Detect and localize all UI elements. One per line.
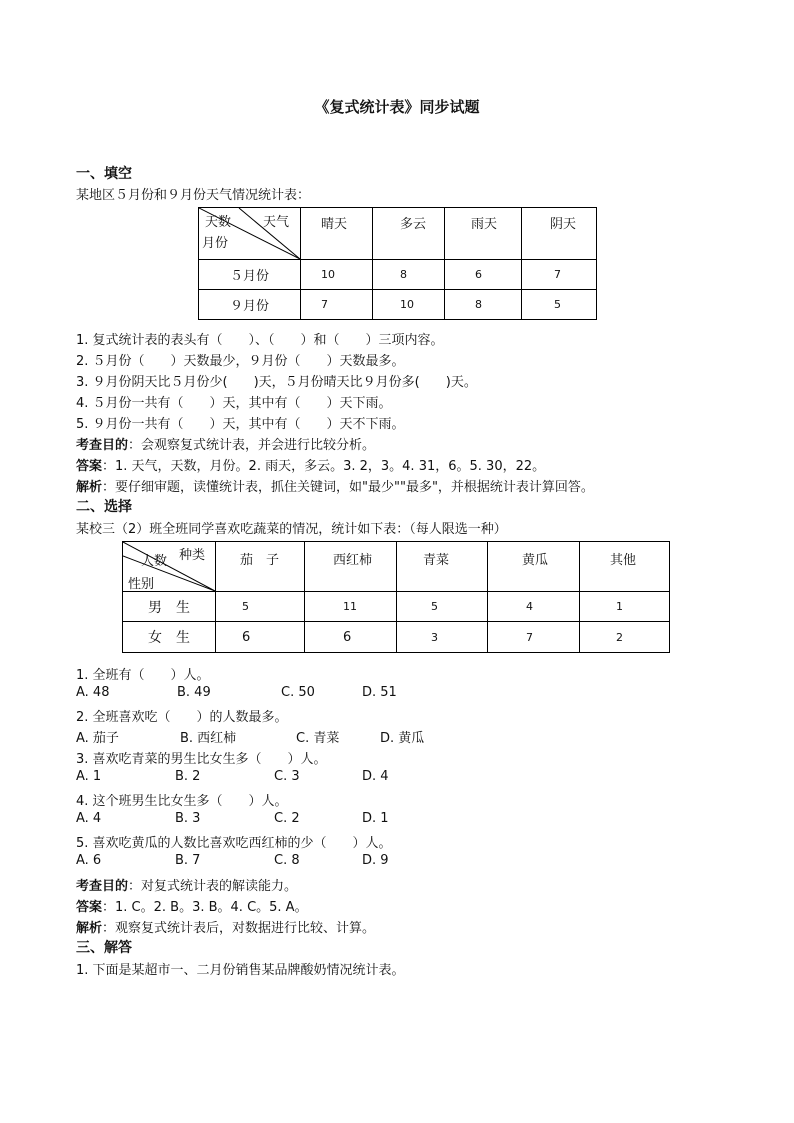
option-a: A. 茄子 (76, 731, 119, 746)
choice-options (76, 853, 389, 868)
choice-question: 5. 喜欢吃黄瓜的人数比喜欢吃西红柿的少（ ）人。 (76, 836, 392, 851)
table-row: 女 生 6 6 3 7 2 (123, 622, 670, 653)
vegetable-col-header: 西红柿 (305, 542, 397, 592)
option-c: C. 3 (274, 769, 300, 784)
option-c: C. 青菜 (296, 731, 340, 746)
option-d: D. 4 (362, 769, 389, 784)
option-c: C. 2 (274, 811, 300, 826)
table-row: ９月份 7 10 8 5 (199, 290, 597, 320)
page-title: 《复式统计表》同步试题 (314, 98, 480, 116)
vegetable-col-header: 其他 (580, 542, 670, 592)
section2-intro: 某校三（2）班全班同学喜欢吃蔬菜的情况，统计如下表：（每人限选一种） (76, 522, 507, 537)
option-b: B. 2 (175, 769, 201, 784)
section1-analysis: 解析：要仔细审题，读懂统计表，抓住关键词，如"最少""最多"，并根据统计表计算回答。 (76, 480, 594, 495)
weather-col-header: 雨天 (445, 208, 522, 260)
vegetable-table (122, 541, 670, 653)
option-a: A. 48 (76, 685, 110, 700)
corner-label-weather: 天气 (263, 215, 290, 230)
fill-question: 2. ５月份（ ）天数最少，９月份（ ）天数最多。 (76, 354, 405, 369)
choice-options (76, 685, 397, 700)
corner-label-days: 天数 (205, 215, 232, 230)
choice-question: 1. 全班有（ ）人。 (76, 668, 210, 683)
option-b: B. 西红柿 (180, 731, 237, 746)
section3-heading: 三、解答 (76, 940, 132, 956)
option-d: D. 9 (362, 853, 389, 868)
section2-answer: 答案：1. C。2. B。3. B。4. C。5. A。 (76, 900, 308, 915)
section1-purpose: 考查目的：会观察复式统计表，并会进行比较分析。 (76, 438, 376, 453)
fill-question: 1. 复式统计表的表头有（ ）、（ ）和（ ）三项内容。 (76, 333, 444, 348)
option-a: A. 6 (76, 853, 102, 868)
option-d: D. 51 (362, 685, 397, 700)
corner-label-count: 人数 (141, 554, 168, 569)
section2-purpose: 考查目的：对复式统计表的解读能力。 (76, 879, 298, 894)
corner-label-kind: 种类 (179, 548, 206, 563)
section2-heading: 二、选择 (76, 499, 132, 515)
section1-answer: 答案：1. 天气，天数，月份。2. 雨天，多云。3. 2，3。4. 31，6。5. 30，22。 (76, 459, 546, 474)
weather-table-corner (199, 208, 301, 260)
fill-question: 4. ５月份一共有（ ）天，其中有（ ）天下雨。 (76, 396, 392, 411)
option-c: C. 50 (281, 685, 315, 700)
vegetable-col-header: 茄 子 (216, 542, 305, 592)
option-d: D. 黄瓜 (380, 731, 425, 746)
table-row: ５月份 10 8 6 7 (199, 260, 597, 290)
weather-col-header: 阴天 (522, 208, 597, 260)
choice-options (76, 769, 389, 784)
option-d: D. 1 (362, 811, 389, 826)
option-b: B. 7 (175, 853, 201, 868)
table-row: 男 生 5 11 5 4 1 (123, 592, 670, 622)
option-a: A. 1 (76, 769, 102, 784)
choice-question: 3. 喜欢吃青菜的男生比女生多（ ）人。 (76, 752, 327, 767)
fill-question: 3. ９月份阴天比５月份少( )天，５月份晴天比９月份多( )天。 (76, 375, 477, 390)
choice-question: 4. 这个班男生比女生多（ ）人。 (76, 794, 288, 809)
section1-intro: 某地区５月份和９月份天气情况统计表： (76, 188, 311, 203)
corner-label-month: 月份 (202, 236, 229, 251)
option-b: B. 49 (177, 685, 211, 700)
option-c: C. 8 (274, 853, 300, 868)
corner-label-gender: 性别 (128, 577, 155, 591)
choice-options (76, 727, 424, 746)
section2-analysis: 解析：观察复式统计表后，对数据进行比较、计算。 (76, 921, 376, 936)
weather-col-header: 多云 (373, 208, 445, 260)
option-a: A. 4 (76, 811, 102, 826)
vegetable-table-corner (123, 542, 216, 592)
weather-col-header: 晴天 (301, 208, 373, 260)
choice-options (76, 811, 389, 826)
fill-question: 5. ９月份一共有（ ）天，其中有（ ）天不下雨。 (76, 417, 405, 432)
vegetable-col-header: 青菜 (397, 542, 488, 592)
section1-heading: 一、填空 (76, 166, 132, 182)
vegetable-col-header: 黄瓜 (488, 542, 580, 592)
section3-question: 1. 下面是某超市一、二月份销售某品牌酸奶情况统计表。 (76, 963, 405, 978)
option-b: B. 3 (175, 811, 201, 826)
weather-table (198, 207, 597, 320)
choice-question: 2. 全班喜欢吃（ ）的人数最多。 (76, 710, 288, 725)
